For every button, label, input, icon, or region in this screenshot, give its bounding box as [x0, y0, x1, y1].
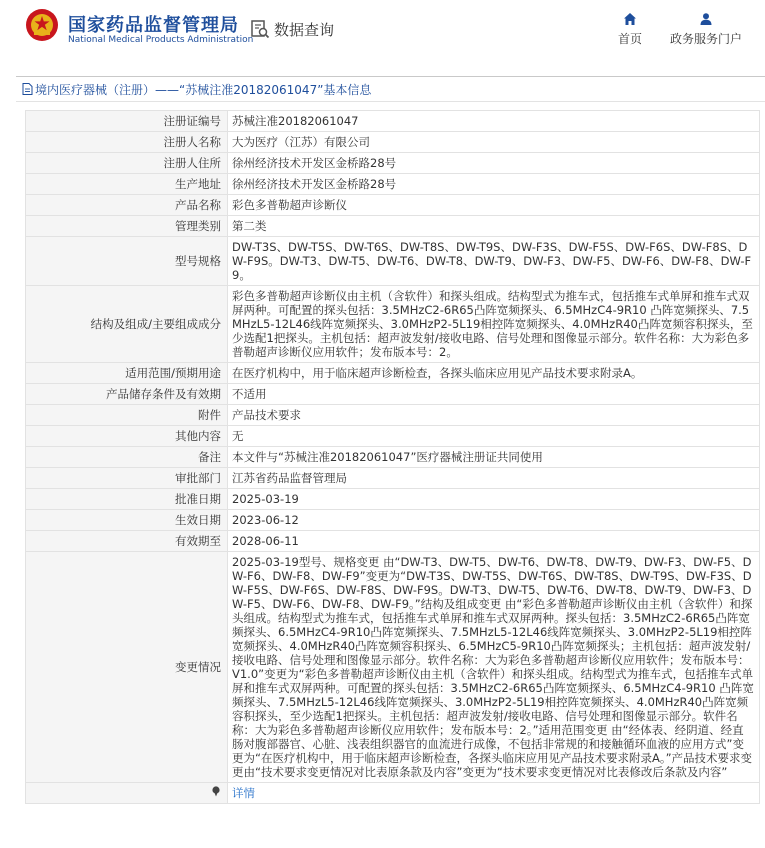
table-row	[26, 552, 760, 783]
table-row	[26, 363, 760, 384]
field-value: 本文件与“苏械注准20182061047”医疗器械注册证共同使用	[228, 447, 760, 468]
field-value: 彩色多普勒超声诊断仪	[228, 195, 760, 216]
field-key: 型号规格	[26, 237, 228, 286]
details-link[interactable]: 详情	[232, 786, 255, 800]
site-name-en: National Medical Products Administration	[68, 35, 254, 45]
nav-home-label: 首页	[617, 32, 642, 46]
field-key: 其他内容	[26, 426, 228, 447]
nav-home[interactable]	[612, 12, 648, 47]
field-key: 审批部门	[26, 468, 228, 489]
field-value: 在医疗机构中，用于临床超声诊断检查，各探头临床应用见产品技术要求附录A。	[228, 363, 760, 384]
field-value: 第二类	[228, 216, 760, 237]
note-key	[26, 783, 228, 804]
table-row	[26, 447, 760, 468]
field-key: 注册人住所	[26, 153, 228, 174]
field-key: 批准日期	[26, 489, 228, 510]
table-row-note	[26, 783, 760, 804]
field-key: 注册证编号	[26, 111, 228, 132]
field-key: 生产地址	[26, 174, 228, 195]
table-row	[26, 132, 760, 153]
table-row	[26, 216, 760, 237]
table-row	[26, 195, 760, 216]
field-value: DW-T3S、DW-T5S、DW-T6S、DW-T8S、DW-T9S、DW-F3S、DW-F5S、DW-F6S、DW-F8S、DW-F9S。DW-T3、DW-T5、DW-T6、DW-T8、DW-T9、DW-F3、DW-F5、DW-F6、DW-F8、DW-F9。	[228, 237, 760, 286]
table-row	[26, 153, 760, 174]
national-emblem-icon	[25, 8, 59, 42]
field-key: 有效期至	[26, 531, 228, 552]
table-row	[26, 111, 760, 132]
field-value: 徐州经济技术开发区金桥路28号	[228, 174, 760, 195]
record-title-bar	[16, 76, 765, 102]
field-value: 江苏省药品监督管理局	[228, 468, 760, 489]
home-icon	[623, 12, 637, 26]
user-icon	[699, 12, 713, 26]
table-row	[26, 384, 760, 405]
field-value: 无	[228, 426, 760, 447]
note-icon	[211, 786, 221, 797]
field-value: 徐州经济技术开发区金桥路28号	[228, 153, 760, 174]
field-value: 产品技术要求	[228, 405, 760, 426]
field-key: 产品储存条件及有效期	[26, 384, 228, 405]
field-key: 备注	[26, 447, 228, 468]
field-value: 2025-03-19型号、规格变更 由“DW-T3、DW-T5、DW-T6、DW-T8、DW-T9、DW-F3、DW-F5、DW-F6、DW-F8、DW-F9”变更为“DW-T3S、DW-T5S、DW-T6S、DW-T8S、DW-T9S、DW-F3S、DW-F5S、DW-F6S、DW-F8S、DW-F9S。DW-T3、DW-T5、DW-T6、DW-T8、DW-T9、DW-F3、DW-F5、DW-F6、DW-F8、DW-F9。”结构及组成变更 由“彩色多普勒超声诊断仪由主机（含软件）和探头组成。结构型式为推车式，包括推车式单屏和推车式双屏两种。探头包括：3.5MHzC2-6R65凸阵宽频探头、6.5MHzC4-9R10凸阵宽频探头、7.5MHzL5-12L46线阵宽频探头、3.0MHzP2-5L19相控阵宽频探头、4.0MHzR40凸阵宽频容积探头、6.5MHzC5-9R10凸阵宽频探头；主机包括：超声波发射/接收电路、信号处理和图像显示部分。软件名称：大为彩色多普勒超声诊断仪应用软件；发布版本号：V1.0”变更为“彩色多普勒超声诊断仪由主机（含软件）和探头组成。结构型式为推车式，包括推车式单屏和推车式双屏两种。可配置的探头包括：3.5MHzC2-6R65凸阵宽频探头、6.5MHzC4-9R10 凸阵宽频探头、7.5MHzL5-12L46线阵宽频探头、3.0MHzP2-5L19相控阵宽频探头、4.0MHzR40凸阵宽频容积探头，至少选配1把探头。主机包括：超声波发射/接收电路、信号处理和图像显示部分。软件名称：大为彩色多普勒超声诊断仪应用软件；发布版本号：2。”适用范围变更 由“经体表、经阴道、经直肠对腹部器官、心脏、浅表组织器官的血流进行成像，不包括非常规的和接触循环血液的应用方式”变更为“在医疗机构中，用于临床超声诊断检查，各探头临床应用见产品技术要求附录A。”产品技术要求变更由“技术要求变更情况对比表原条款及内容”变更为“技术要求变更情况对比表修改后条款及内容”	[228, 552, 760, 783]
field-value: 2025-03-19	[228, 489, 760, 510]
table-row	[26, 174, 760, 195]
field-value: 不适用	[228, 384, 760, 405]
nav-gov-service-label: 政务服务门户	[669, 32, 742, 46]
document-icon	[22, 83, 33, 95]
data-query-link[interactable]	[250, 18, 334, 40]
field-value: 苏械注准20182061047	[228, 111, 760, 132]
field-key: 附件	[26, 405, 228, 426]
field-value: 2023-06-12	[228, 510, 760, 531]
nav-gov-service[interactable]	[664, 12, 748, 47]
field-value: 大为医疗（江苏）有限公司	[228, 132, 760, 153]
field-value: 2028-06-11	[228, 531, 760, 552]
field-key: 变更情况	[26, 552, 228, 783]
field-key: 生效日期	[26, 510, 228, 531]
table-row	[26, 489, 760, 510]
record-title: 境内医疗器械（注册）——“苏械注准20182061047”基本信息	[35, 82, 372, 97]
registration-info-table	[25, 110, 760, 804]
table-row	[26, 531, 760, 552]
table-row	[26, 426, 760, 447]
table-row	[26, 468, 760, 489]
table-row	[26, 237, 760, 286]
field-value	[228, 783, 760, 804]
site-header	[0, 0, 765, 60]
site-name-cn: 国家药品监督管理局	[68, 15, 239, 36]
field-key: 管理类别	[26, 216, 228, 237]
table-row	[26, 405, 760, 426]
table-row	[26, 510, 760, 531]
field-key: 结构及组成/主要组成成分	[26, 286, 228, 363]
field-key: 注册人名称	[26, 132, 228, 153]
field-key: 产品名称	[26, 195, 228, 216]
table-row	[26, 286, 760, 363]
field-value: 彩色多普勒超声诊断仪由主机（含软件）和探头组成。结构型式为推车式，包括推车式单屏和推车式双屏两种。可配置的探头包括：3.5MHzC2-6R65凸阵宽频探头、6.5MHzC4-9R10 凸阵宽频探头、7.5MHzL5-12L46线阵宽频探头、3.0MHzP2-5L19相控阵宽频探头、4.0MHzR40凸阵宽频容积探头，至少选配1把探头。主机包括：超声波发射/接收电路、信号处理和图像显示部分。软件名称：大为彩色多普勒超声诊断仪应用软件；发布版本号：2。	[228, 286, 760, 363]
data-query-label: 数据查询	[274, 20, 335, 39]
field-key: 适用范围/预期用途	[26, 363, 228, 384]
search-document-icon	[250, 19, 270, 39]
